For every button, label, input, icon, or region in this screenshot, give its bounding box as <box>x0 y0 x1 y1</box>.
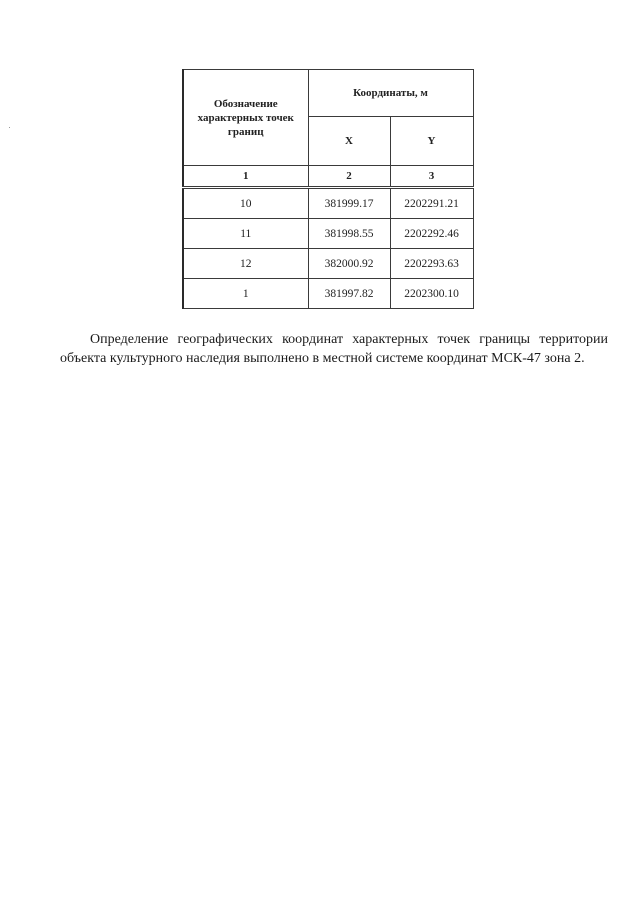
point-id: 11 <box>183 219 308 249</box>
scan-speck <box>9 127 10 128</box>
x-coordinate: 382000.92 <box>308 249 390 279</box>
header-x: X <box>308 117 390 166</box>
y-coordinate: 2202292.46 <box>390 219 473 249</box>
header-designation: Обозначение характерных точек границ <box>183 70 308 166</box>
table-row <box>183 279 473 309</box>
body-paragraph: Определение географических координат характерных точек границы территории объекта культурного наследия выполнено в местной системе координат МСК-47 зона 2. <box>60 332 608 366</box>
y-coordinate: 2202291.21 <box>390 188 473 219</box>
y-coordinate: 2202300.10 <box>390 279 473 309</box>
coordinates-table <box>182 69 474 309</box>
column-number-row <box>183 166 473 188</box>
column-number: 1 <box>183 166 308 188</box>
y-coordinate: 2202293.63 <box>390 249 473 279</box>
table-row <box>183 249 473 279</box>
point-id: 1 <box>183 279 308 309</box>
point-id: 10 <box>183 188 308 219</box>
table-header-row <box>183 70 473 117</box>
table-row <box>183 219 473 249</box>
header-coordinates: Координаты, м <box>308 70 473 117</box>
x-coordinate: 381998.55 <box>308 219 390 249</box>
column-number: 2 <box>308 166 390 188</box>
table-row <box>183 188 473 219</box>
column-number: 3 <box>390 166 473 188</box>
x-coordinate: 381997.82 <box>308 279 390 309</box>
x-coordinate: 381999.17 <box>308 188 390 219</box>
header-y: Y <box>390 117 473 166</box>
point-id: 12 <box>183 249 308 279</box>
